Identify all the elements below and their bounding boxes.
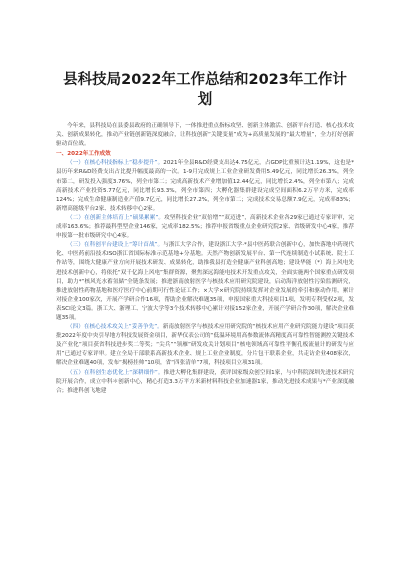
item-paragraph-4 bbox=[56, 323, 354, 368]
item-heading: （三）在科创平台建设上“筹计首战”。 bbox=[67, 242, 164, 249]
item-paragraph-3 bbox=[56, 241, 354, 323]
section-heading: 一、2022年工作成效 bbox=[56, 151, 111, 158]
item-heading: （二）在创新主体培育上“硕果累累”。 bbox=[67, 214, 165, 221]
item-paragraph-1 bbox=[56, 159, 354, 214]
item-text: 推进大孵化集群建设，获评国家级众创空间1家，与中科院深圳先进技术研究院开展合作，成立中科＊创新中心，精心打造3.3万平方米新材料科技企业加速器1家，推动先进技术成果与*产业深度融合；推进科创飞地建 bbox=[56, 369, 355, 394]
item-heading: （五）在科创生态优化上“深耕细作”。 bbox=[67, 369, 164, 376]
document-title: 县科技局2022年工作总结和2023年工作计划 bbox=[63, 72, 347, 108]
item-text: 攻坚科技企业“双倍增”“双迈进”，高新技术企业各29家已通过专家评审，完成率163.6%；推荐最科型型企业146家，完成率182.5%；推荐申报省级重点企业研究院2家、省级研发中心4家，推荐申报第一批市级研究中心4家。 bbox=[56, 214, 354, 240]
item-text: 与浙江大学合作，建设浙江大学·*县中医药联合创新中心，加快落地中药现代化、中医药前沿技术ISO浙江省国际标准示范基地+分基地。天然产物创新发展平台、第一代连续制造小试系统、院士工作站等，围绕大健康产业方向开展技术研发、成果转化，助推我县打造全健康产业科创高地；建设华能（*）海上风电先进技术创新中心，将依托“双千亿海上风电”集群资源，聚焦深远海能电技术开发重点攻关，全面实施两个国家重点研发项目，助力*“核风光水蓄氢储”全链条发展；推进浙南放射医学与核技术应用研究院建设，启动海洋放射性污染监测研究，推进放射性药物基地和医疗医疗中心前期可行性论证工作；×大学×研究院持续发挥对企业发展的牵引和驱动作用，累计对接企业100家次，开展产学研合作16项，帮助企业解决难题35项，申报国家重大科技项目1项，发明专利受权2项，发表SCI论文3篇。浙工大、浙理工、宁波大学等3个技术转移中心累计对接152家企业，开展产学研合作30项，解决企业难题35项。 bbox=[56, 242, 355, 321]
item-paragraph-5 bbox=[56, 369, 354, 396]
item-text: 2021年全县R&D经费支出达4.75亿元，占GDP比重预计达1.19%，这也是*县历年来R&D经费支出占比提升幅度最高的一次。1-9月完成规上工业企业研发费用5.49亿元，同比增长26.3%，列全市第二，研发投入强度3.76%，列全市第二；完成高新技术产业增加值12.44亿元，同比增长2.4%，列全市第八；完成高新技术产业投资5.77亿元，同比增长93.3%，列全市第四；大孵化器集群建设完成空间面积6.2万平方米，完成率124%；完成生命健康制造业产值9.7亿元，同比增长27.2%，列全市第二；完成技术交易总额7.9亿元，完成率83%；新增高能级平台2家、技术转移中心2家。 bbox=[56, 160, 354, 212]
item-text: 新南放射医学与核技术应用研究院的“核技术应用产业研究院能力建设”项目获批2022年度中央引导地方科技发展资金项目，新华仪表公司的“低温环境用高参数流体高精度高可靠性智能测控关键技术及产业化”项目获省科技进步奖二等奖；“尖兵”“领雁”研发攻关计划项目“核电领域高可靠性平衡孔板流量计的研发与应用”已通过专家评审。建立全局干部联系高新技术企业、规上工业企业制度，分片包干联系企业，共走访企业408家次，解决企业难题40项，发布“揭榜挂帅”10项，省“四张清单”7项，科技项目立项31项。 bbox=[56, 324, 355, 367]
item-paragraph-2 bbox=[56, 214, 354, 241]
item-heading: （一）在核心科技指标上“稳步提升”。 bbox=[67, 160, 164, 167]
intro-paragraph: 今年来，县科技局在县委县政府的正确领导下，一体推进重点指标攻坚、创新主体激活、创新平台打造、核心技术攻关、创新成果转化，推动产业链创新链深度融合，让科技创新“关键变量”成为+高质量发展的“最大增量”，全力打好创新驱动首位战。 bbox=[56, 123, 354, 148]
document-body bbox=[56, 122, 354, 396]
item-heading: （四）在核心技术攻关上“妥善争先”。 bbox=[67, 324, 163, 331]
